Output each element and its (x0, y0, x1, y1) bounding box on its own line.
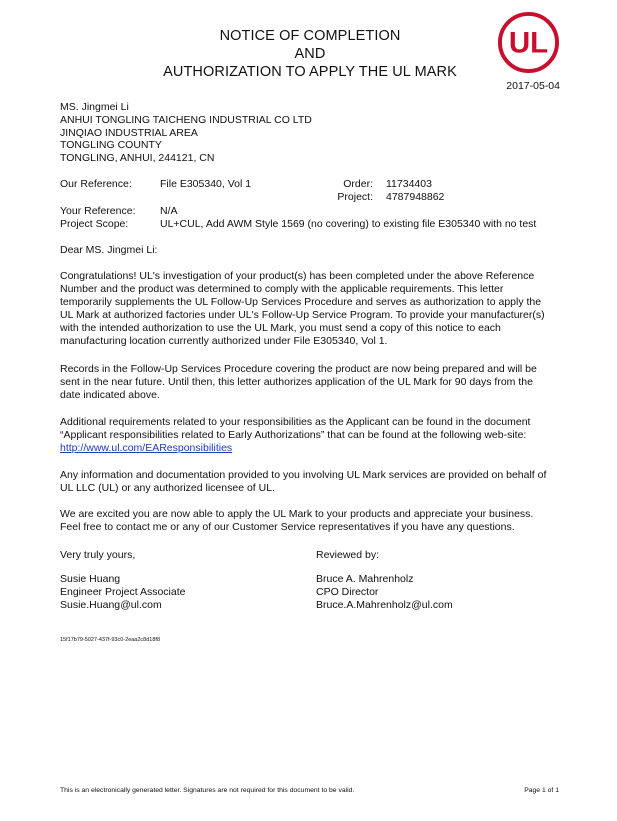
recipient-company: ANHUI TONGLING TAICHENG INDUSTRIAL CO LTD (60, 113, 312, 126)
ul-logo (497, 11, 560, 74)
your-reference-value: N/A (160, 205, 178, 217)
page-number: Page 1 of 1 (524, 787, 559, 794)
project-label: Project: (337, 191, 373, 203)
paragraph-requirements (60, 416, 560, 455)
project-scope-label: Project Scope: (60, 218, 129, 230)
signer-name: Susie Huang (60, 573, 121, 585)
order-value: 11734403 (386, 178, 432, 190)
recipient-name: MS. Jingmei Li (60, 101, 129, 113)
responsibilities-link[interactable]: http://www.ul.com/EAResponsibilities (60, 442, 233, 455)
paragraph-line: Congratulations! UL's investigation of your product(s) has been completed under the above Reference (60, 270, 535, 282)
paragraph-closing (60, 508, 560, 534)
order-label: Order: (343, 178, 373, 190)
paragraph-congratulations (60, 270, 560, 349)
our-reference-row (60, 178, 560, 192)
paragraph-line: date indicated above. (60, 389, 160, 402)
recipient-street: JINQIAO INDUSTRIAL AREA (60, 126, 198, 139)
reviewed-by-label: Reviewed by: (316, 549, 380, 561)
paragraph-line: manufacturing location currently authorized under File E305340, Vol 1. (60, 335, 388, 348)
title-line-2: AND (294, 46, 326, 62)
paragraph-line: “Applicant responsibilities related to Early Authorizations” that can be found at the following web-site: (60, 429, 527, 442)
reviewer-email: Bruce.A.Mahrenholz@ul.com (316, 598, 453, 611)
your-reference-row (60, 205, 560, 219)
title-line-1: NOTICE OF COMPLETION (219, 28, 401, 44)
paragraph-line: UL Mark at authorized factories under UL's Follow-Up Service Program. To provide your manufacturer(s) (60, 309, 545, 322)
recipient-address (60, 101, 312, 165)
paragraph-line: Additional requirements related to your responsibilities as the Applicant can be found in the document (60, 416, 531, 428)
paragraph-line: sent in the near future. Until then, this letter authorizes application of the UL Mark for 90 days from the (60, 376, 533, 389)
project-row (60, 191, 560, 205)
paragraph-line: temporarily supplements the UL Follow-Up Services Procedure and serves as authorization to apply the (60, 296, 542, 309)
paragraph-line: We are excited you are now able to apply the UL Mark to your products and appreciate your business. (60, 508, 534, 520)
project-value: 4787948862 (386, 191, 445, 203)
paragraph-line: with the intended authorization to use the UL Mark, you must send a copy of this notice to each (60, 322, 501, 335)
reviewer-title: CPO Director (316, 585, 379, 598)
reviewer-block (316, 573, 453, 611)
letter-date: 2017-05-04 (506, 80, 560, 92)
footer-note: This is an electronically generated letter. Signatures are not required for this document to be valid. (60, 787, 355, 794)
document-code: 15f17b79-5027-437f-93c0-2eaa2c8d18f8 (60, 637, 160, 643)
closing-phrase: Very truly yours, (60, 549, 136, 561)
signer-title: Engineer Project Associate (60, 585, 186, 598)
our-reference-label: Our Reference: (60, 178, 132, 190)
recipient-county: TONGLING COUNTY (60, 139, 162, 152)
signer-email: Susie.Huang@ul.com (60, 598, 162, 611)
paragraph-line: Feel free to contact me or any of our Customer Service representatives if you have any questions. (60, 521, 515, 534)
paragraph-information (60, 469, 560, 495)
svg-text:UL: UL (508, 26, 549, 60)
salutation: Dear MS. Jingmei Li: (60, 244, 158, 256)
paragraph-line: Records in the Follow-Up Services Procedure covering the product are now being prepared and will be (60, 363, 537, 375)
your-reference-label: Your Reference: (60, 205, 136, 217)
signer-block (60, 573, 186, 611)
document-title (140, 27, 480, 81)
reviewer-name: Bruce A. Mahrenholz (316, 573, 414, 585)
paragraph-records (60, 363, 560, 402)
title-line-3: AUTHORIZATION TO APPLY THE UL MARK (163, 64, 457, 80)
paragraph-line: Any information and documentation provided to you involving UL Mark services are provided on behalf of (60, 469, 547, 481)
project-scope-value: UL+CUL, Add AWM Style 1569 (no covering) to existing file E305340 with no test (160, 218, 537, 230)
project-scope-row (60, 218, 560, 232)
paragraph-line: UL LLC (UL) or any authorized licensee of UL. (60, 482, 275, 495)
paragraph-line: Number and the product was determined to comply with the applicable requirements. This letter (60, 283, 504, 296)
our-reference-value: File E305340, Vol 1 (160, 178, 252, 190)
recipient-city: TONGLING, ANHUI, 244121, CN (60, 152, 215, 165)
